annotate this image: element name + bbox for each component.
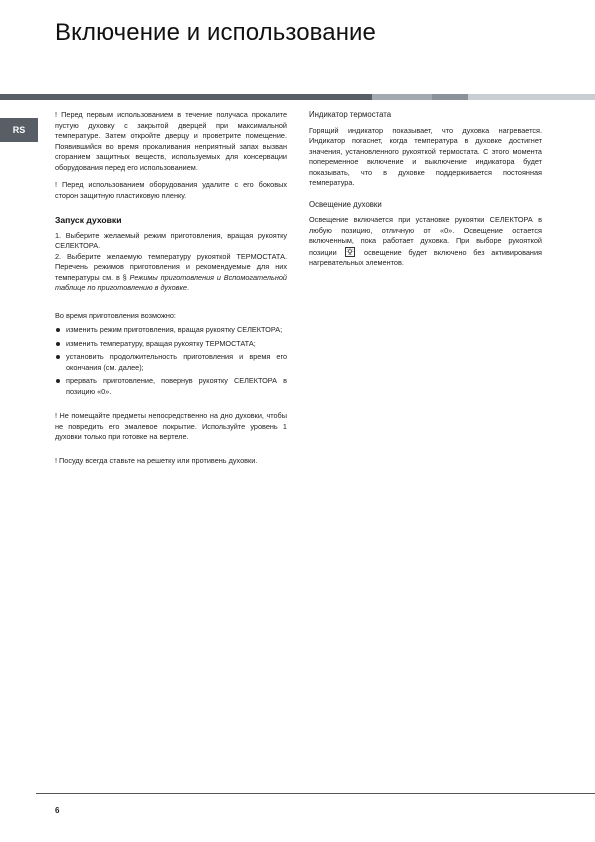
during-cooking-list — [55, 325, 287, 397]
header-bar-mid — [372, 94, 432, 100]
oven-light-text-start: Освещение включается при установке рукоятки СЕЛЕКТОРА в любую позицию, отличную от «0». Освещение остается включенным, пока работает духовка. При выборе рукояткой позиции — [309, 215, 542, 257]
list-item — [55, 352, 287, 373]
thermostat-indicator-heading: Индикатор термостата — [309, 110, 392, 119]
oven-light-heading: Освещение духовки — [309, 199, 382, 209]
header-bar-mid-dark — [432, 94, 468, 100]
thermostat-indicator-text: Горящий индикатор показывает, что духовка нагревается. Индикатор погаснет, когда температура в духовке достигнет значения, установленного рукояткой термостата. С этого момента попеременное включение и выключение индикатора будет показывать, что в духовке поддерживается постоянная температура. — [309, 125, 542, 187]
first-use-note: ! Перед первым использованием в течение получаса прокалите пустую духовку с закрытой дверцей при максимальной температуре. Затем откройте дверцу и проветрите помещение. Появившийся во время прокаливания неприятный запах вызван сгоранием защитных веществ, используемых для консервации оборудования перед его использованием. — [55, 110, 287, 172]
step-1: 1. Выберите желаемый режим приготовления, вращая рукоятку СЕЛЕКТОРА. — [55, 230, 287, 250]
list-item-text: изменить режим приготовления, вращая рукоятку СЕЛЕКТОРА; — [66, 325, 283, 334]
page-number: 6 — [55, 806, 60, 815]
list-item-text: изменить температуру, вращая рукоятку ТЕРМОСТАТА; — [66, 338, 256, 348]
step-2 — [55, 252, 287, 294]
bullet-icon — [56, 379, 60, 383]
right-column — [309, 110, 542, 276]
list-item — [55, 325, 287, 336]
bullet-icon — [56, 342, 60, 346]
footer-divider — [36, 793, 595, 794]
film-removal-note: ! Перед использованием оборудования удалите с его боковых сторон защитную пластиковую пленку. — [55, 180, 287, 200]
step-2-text: 2. Выберите желаемую температуру рукояткой ТЕРМОСТАТА. Перечень режимов приготовления и рекомендуемые для них температуры см. в § — [55, 251, 287, 282]
bullet-icon — [56, 355, 60, 359]
left-column — [55, 110, 287, 473]
header-bar-light — [468, 94, 595, 100]
page-title: Включение и использование — [55, 19, 377, 46]
list-item — [55, 376, 287, 397]
start-oven-heading: Запуск духовки — [55, 215, 122, 225]
bullet-icon — [56, 328, 60, 332]
step-2-reference: Режимы приготовления и Вспомогательной таблице по приготовлению в духовке — [55, 272, 287, 292]
oven-light-text-end: освещение будет включено без активирования нагревательных элементов. — [309, 247, 542, 267]
list-item — [55, 339, 287, 350]
list-item-text: установить продолжительность приготовления и время его окончания (см. далее); — [66, 352, 287, 372]
step-2-end: . — [187, 283, 190, 292]
header-bar-dark — [0, 94, 372, 100]
cookware-note: ! Посуду всегда ставьте на решетку или противень духовки. — [55, 455, 258, 465]
enamel-warning: ! Не помещайте предметы непосредственно на дно духовки, чтобы не повредить его эмалевое покрытие. Используйте уровень 1 духовки только при готовке на вертеле. — [55, 411, 287, 441]
list-item-text: прервать приготовление, повернув рукоятку СЕЛЕКТОРА в позицию «0». — [66, 376, 287, 396]
oven-light-text — [309, 215, 542, 269]
language-tab: RS — [0, 118, 38, 142]
oven-lamp-icon — [345, 247, 355, 257]
during-cooking-intro: Во время приготовления возможно: — [55, 310, 176, 320]
